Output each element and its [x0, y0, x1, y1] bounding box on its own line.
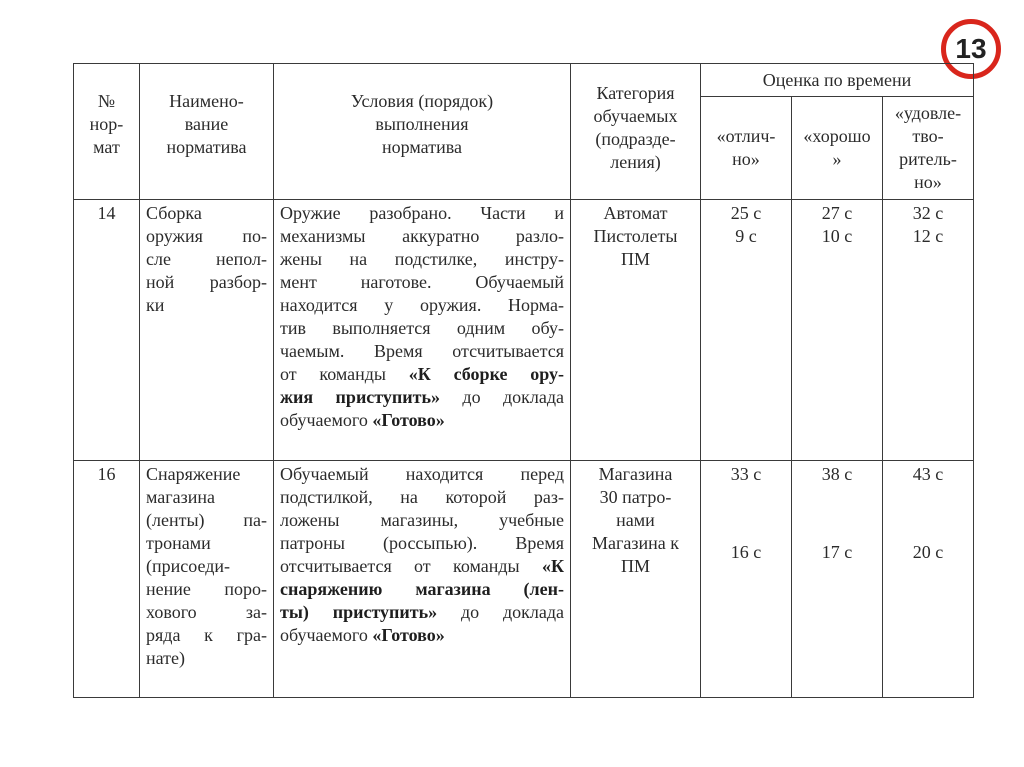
page-number-badge: 13: [941, 19, 1001, 79]
header-num: № нор- мат: [74, 64, 140, 200]
condition-line: отсчитывается от команды «К: [280, 556, 564, 576]
row-satisfactory: 32 с 12 с: [883, 200, 974, 461]
norms-table: [73, 63, 974, 698]
condition-line: подстилкой, на которой раз-: [280, 487, 564, 507]
row-category: Магазина 30 патро- нами Магазина к ПМ: [571, 461, 701, 698]
header-time-group: Оценка по времени: [701, 64, 974, 97]
row-excellent: 25 с 9 с: [701, 200, 792, 461]
table-row: [74, 461, 974, 698]
header-category: Категория обучаемых (подразде- ления): [571, 64, 701, 200]
condition-line: находится у оружия. Норма-: [280, 295, 564, 315]
condition-line: тив выполняется одним обу-: [280, 318, 564, 338]
table-row: [74, 200, 974, 461]
row-category: Автомат Пистолеты ПМ: [571, 200, 701, 461]
condition-line: обучаемого «Готово»: [280, 410, 445, 430]
row-name: Сборка оружия по- сле непол- ной разбор- ки: [140, 200, 274, 461]
row-num: 14: [74, 200, 140, 461]
condition-line: ты) приступить» до доклада: [280, 602, 564, 622]
row-good: 38 с 17 с: [792, 461, 883, 698]
condition-line: механизмы аккуратно разло-: [280, 226, 564, 246]
condition-line: мент наготове. Обучаемый: [280, 272, 564, 292]
condition-line: жия приступить» до доклада: [280, 387, 564, 407]
header-excellent: «отлич- но»: [701, 97, 792, 200]
row-name: Снаряжение магазина (ленты) па- тронами (присоеди- нение поро- хового за- ряда к гра- нате): [140, 461, 274, 698]
row-conditions: [274, 200, 571, 461]
row-conditions: [274, 461, 571, 698]
header-row-top: [74, 64, 974, 97]
row-good: 27 с 10 с: [792, 200, 883, 461]
condition-line: снаряжению магазина (лен-: [280, 579, 564, 599]
condition-line: чаемым. Время отсчитывается: [280, 341, 564, 361]
condition-line: ложены магазины, учебные: [280, 510, 564, 530]
row-satisfactory: 43 с 20 с: [883, 461, 974, 698]
condition-line: Обучаемый находится перед: [280, 464, 564, 484]
header-satisfactory: «удовле- тво- ритель- но»: [883, 97, 974, 200]
header-good: «хорошо »: [792, 97, 883, 200]
header-name: Наимено- вание норматива: [140, 64, 274, 200]
condition-line: жены на подстилке, инстру-: [280, 249, 564, 269]
condition-line: патроны (россыпью). Время: [280, 533, 564, 553]
condition-line: от команды «К сборке ору-: [280, 364, 565, 384]
condition-line: Оружие разобрано. Части и: [280, 203, 564, 223]
row-excellent: 33 с 16 с: [701, 461, 792, 698]
header-conditions: Условия (порядок) выполнения норматива: [274, 64, 571, 200]
row-num: 16: [74, 461, 140, 698]
condition-line: обучаемого «Готово»: [280, 625, 445, 645]
